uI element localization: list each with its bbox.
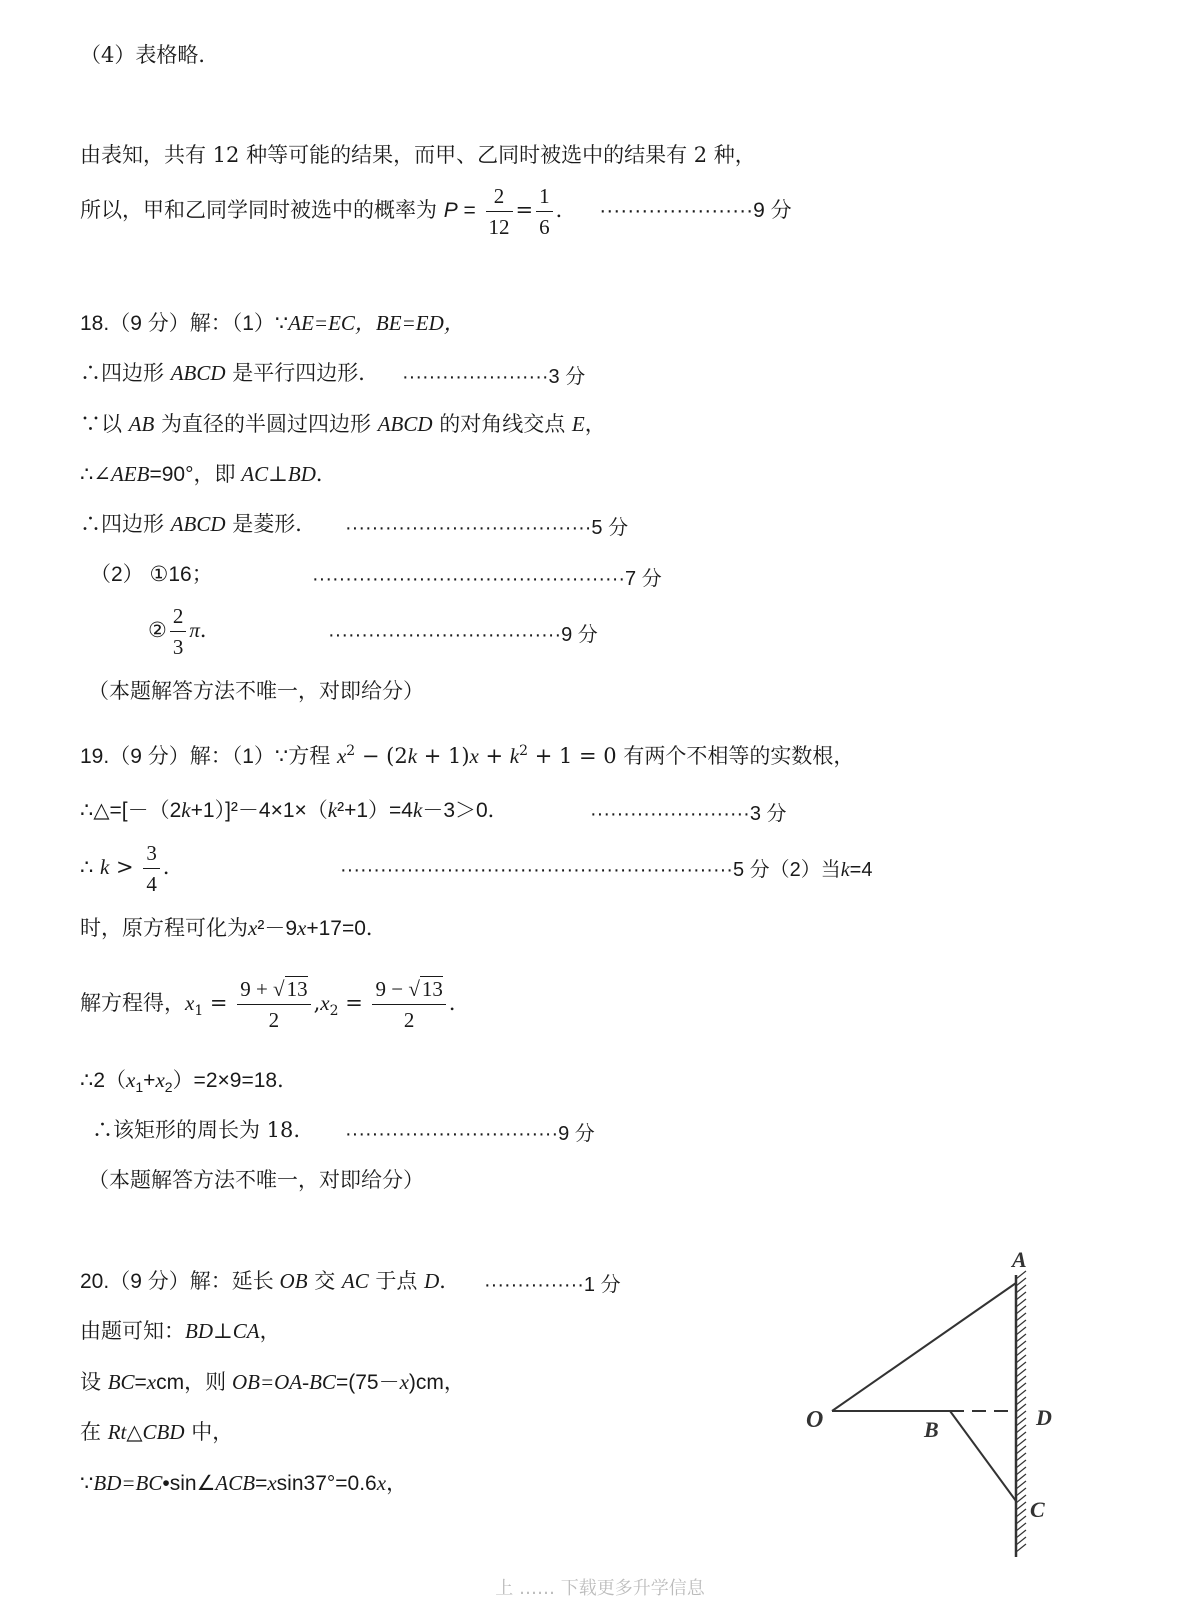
line-probability	[80, 181, 792, 242]
circled-2: ②	[148, 618, 167, 642]
score-9: ···································9 分	[328, 624, 598, 646]
math-ob: OB	[279, 1269, 308, 1293]
hatch-mark	[1016, 1313, 1026, 1321]
hatch-mark	[1016, 1341, 1026, 1349]
hatch-mark	[1016, 1474, 1026, 1482]
frac-num: 2	[170, 601, 187, 632]
math-x: x	[126, 1068, 136, 1092]
q19-line7: ∴该矩形的周长为 18.	[92, 1118, 301, 1142]
score-1: ···············1 分	[484, 1274, 621, 1296]
text: =	[134, 1371, 147, 1394]
frac-num: 9 − √13	[372, 974, 445, 1005]
q19-label: 19.（9 分）解：（1）∵方程	[80, 745, 331, 768]
hatch-mark	[1016, 1432, 1026, 1440]
hatch-mark	[1016, 1516, 1026, 1524]
page-footer: 上 …… 下载更多升学信息	[495, 1578, 705, 1599]
text: 为直径的半圆过四边形	[154, 412, 378, 436]
hatch-mark	[1016, 1523, 1026, 1531]
exp: 2	[346, 743, 356, 759]
frac-den: 4	[146, 872, 157, 896]
math-k: k	[407, 744, 418, 768]
frac-num: 3	[143, 838, 160, 869]
subscript: 2	[164, 1079, 173, 1096]
hatch-mark	[1016, 1495, 1026, 1503]
frac-num: 2	[486, 181, 513, 212]
math-x: x	[185, 991, 195, 1015]
text: ．	[199, 618, 221, 642]
q20-line3	[80, 1367, 465, 1398]
math-k: k	[509, 744, 520, 768]
label-a: A	[1012, 1247, 1027, 1272]
text: =	[203, 991, 235, 1015]
hatch-mark	[1016, 1376, 1026, 1384]
text: ，	[259, 1319, 281, 1343]
radicand: 13	[421, 977, 443, 1001]
text: +	[478, 744, 510, 768]
text: 解方程得，	[80, 991, 185, 1015]
text: − (2	[355, 744, 408, 768]
line-table-omitted: （4）表格略．	[80, 43, 220, 67]
segment-oa	[832, 1283, 1016, 1411]
math-d: D	[424, 1269, 440, 1293]
text: +17=0．	[306, 917, 387, 940]
hatch-mark	[1016, 1502, 1026, 1510]
text: 有两个不相等的实数根，	[616, 744, 855, 768]
text: ．	[162, 855, 184, 879]
text: 是平行四边形．	[225, 361, 380, 385]
equation	[337, 744, 617, 768]
text: 设	[80, 1370, 108, 1394]
prob-text: 所以，甲和乙同学同时被选中的概率为	[80, 198, 437, 222]
q18-part2-1: （2） ①16；	[90, 563, 213, 586]
score-9: ································9 分	[345, 1123, 595, 1145]
q18-head	[80, 308, 465, 339]
text: sin37°=0.6	[276, 1472, 377, 1495]
text: + 1 = 0	[528, 744, 617, 768]
label-b: B	[924, 1417, 939, 1442]
text: △	[126, 1420, 143, 1444]
score-3: ························3 分	[590, 803, 787, 825]
math-abcd: ABCD	[170, 512, 226, 536]
math-k: k	[100, 855, 110, 879]
frac-den: 6	[539, 215, 550, 239]
fraction-root1	[237, 974, 310, 1035]
text: ．	[448, 991, 470, 1015]
text: 交	[307, 1269, 342, 1293]
q19-line3	[80, 838, 184, 899]
text: ∴△=[－（2	[80, 799, 182, 822]
math-k: k	[840, 859, 850, 881]
frac-den: 12	[488, 215, 510, 239]
hatch-mark	[1016, 1530, 1026, 1538]
text: －3＞0．	[422, 799, 509, 822]
q18-line5	[80, 509, 316, 539]
hatch-mark	[1016, 1369, 1026, 1377]
text: ···························································5 分（2）当	[340, 859, 841, 881]
label-o: O	[806, 1407, 824, 1433]
subscript: 1	[194, 1003, 204, 1020]
math-abcd: ABCD	[377, 412, 433, 436]
score-3: ······················3 分	[402, 366, 586, 388]
math-pi: π	[189, 618, 200, 642]
hatch-mark	[1016, 1278, 1026, 1286]
math-k: k	[181, 798, 191, 822]
math-x: x	[320, 991, 330, 1015]
q18-note: （本题解答方法不唯一，对即给分）	[88, 679, 424, 703]
score-9: ······················9 分	[599, 199, 792, 222]
text: =90°，即	[149, 463, 242, 486]
text: •sin∠	[162, 1472, 216, 1495]
frac-den: 2	[403, 1008, 415, 1032]
hatch-mark	[1016, 1439, 1026, 1447]
hatch-mark	[1016, 1271, 1026, 1279]
hatch-mark	[1016, 1453, 1026, 1461]
text: 9 +	[240, 977, 274, 1001]
score-5: ·····································5 分	[345, 517, 629, 539]
text: 由题可知：	[80, 1319, 185, 1343]
hatch-mark	[1016, 1362, 1026, 1370]
hatch-mark	[1016, 1306, 1026, 1314]
wall-hatching	[1016, 1271, 1026, 1557]
math-ac: AC	[341, 1269, 369, 1293]
math-x: x	[469, 744, 479, 768]
math-bd-ca: BD⊥CA	[185, 1319, 260, 1343]
math-x: x	[399, 1370, 409, 1394]
hatch-mark	[1016, 1383, 1026, 1391]
score-5-part2	[340, 853, 872, 882]
text: ∴四边形	[80, 512, 171, 536]
math-x: x	[267, 1471, 277, 1495]
text: ∴∠	[80, 462, 111, 486]
hatch-mark	[1016, 1509, 1026, 1517]
math-ob-oa-bc: OB=OA-BC	[231, 1370, 336, 1394]
math-x: x	[146, 1370, 157, 1394]
text: + 1)	[417, 744, 470, 768]
prob-symbol: P	[443, 199, 458, 222]
text: =4	[849, 859, 873, 881]
frac-den: 2	[268, 1008, 280, 1032]
prob-end: ．	[555, 198, 577, 222]
subscript: 1	[135, 1079, 144, 1096]
q20-line2	[80, 1316, 281, 1346]
line-results-count: 由表知，共有 12 种等可能的结果，而甲、乙同时被选中的结果有 2 种，	[80, 143, 756, 167]
label-d: D	[1036, 1405, 1052, 1430]
hatch-mark	[1016, 1285, 1026, 1293]
math-abcd: ABCD	[170, 361, 226, 385]
fraction-3-4	[143, 838, 160, 899]
segment-bc	[950, 1411, 1016, 1501]
prob-eq: =	[457, 199, 476, 222]
math-ab: AB	[128, 412, 155, 436]
text: ，	[386, 1471, 408, 1495]
math-acb: ACB	[215, 1471, 256, 1495]
text: ．	[315, 462, 337, 486]
q19-note: （本题解答方法不唯一，对即给分）	[88, 1168, 424, 1192]
hatch-mark	[1016, 1467, 1026, 1475]
q18-part2-2	[148, 601, 221, 662]
math-bc: BC	[107, 1370, 135, 1394]
text: ．	[439, 1269, 461, 1293]
fraction-root2	[372, 974, 445, 1035]
hatch-mark	[1016, 1544, 1026, 1552]
frac-den: 3	[172, 635, 184, 659]
hatch-mark	[1016, 1292, 1026, 1300]
math-x: x	[376, 1471, 387, 1495]
math-e: E	[571, 412, 585, 436]
text: =(75－	[335, 1371, 400, 1394]
hatch-mark	[1016, 1334, 1026, 1342]
q19-head	[80, 736, 854, 772]
hatch-mark	[1016, 1537, 1026, 1545]
hatch-mark	[1016, 1460, 1026, 1468]
q18-line3	[80, 409, 606, 439]
text: ）=2×9=18．	[172, 1069, 299, 1092]
text: ²+1）=4	[337, 799, 413, 822]
fraction-1-6	[536, 181, 553, 242]
q19-line6	[80, 1065, 298, 1102]
hatch-mark	[1016, 1488, 1026, 1496]
math-k: k	[327, 798, 338, 822]
text: ∵以	[80, 412, 129, 436]
math-cbd: CBD	[142, 1420, 185, 1444]
text: ²－9	[257, 917, 298, 940]
hatch-mark	[1016, 1390, 1026, 1398]
text: cm，则	[156, 1371, 232, 1394]
geometry-figure	[800, 1245, 1070, 1560]
subscript: 2	[329, 1003, 339, 1020]
text: ∴	[80, 855, 101, 879]
math-x: x	[336, 744, 347, 768]
hatch-mark	[1016, 1320, 1026, 1328]
text: +	[143, 1069, 156, 1092]
q20-line5	[80, 1468, 407, 1499]
q18-label: 18.（9 分）解：（1）∵	[80, 312, 289, 335]
hatch-mark	[1016, 1397, 1026, 1405]
text: 9 −	[375, 977, 409, 1001]
q19-line5	[80, 974, 470, 1035]
q20-head	[80, 1266, 460, 1297]
q20-label: 20.（9 分）解：延长	[80, 1270, 280, 1293]
text: +1）]²－4×1×（	[190, 799, 328, 822]
q18-given: AE=EC，BE=ED，	[288, 311, 465, 335]
hatch-mark	[1016, 1425, 1026, 1433]
hatch-mark	[1016, 1418, 1026, 1426]
math-aeb: AEB	[110, 462, 150, 486]
math-x: x	[297, 916, 307, 940]
text: ∴四边形	[80, 361, 171, 385]
math-rt: Rt	[107, 1420, 127, 1444]
math-bd-bc: BD=BC	[93, 1471, 163, 1495]
text: 时，原方程可化为	[80, 916, 248, 940]
text: ，	[584, 412, 606, 436]
text: 是菱形．	[225, 512, 317, 536]
hatch-mark	[1016, 1404, 1026, 1412]
hatch-mark	[1016, 1327, 1026, 1335]
math-ac-bd: AC⊥BD	[241, 462, 316, 486]
fraction-2-3	[170, 601, 187, 662]
hatch-mark	[1016, 1348, 1026, 1356]
text: =	[338, 991, 370, 1015]
exp: 2	[519, 743, 529, 759]
q18-line4	[80, 459, 337, 490]
text: 的对角线交点	[432, 412, 572, 436]
frac-num: 1	[536, 181, 553, 212]
text: 于点	[368, 1269, 425, 1293]
prob-eq2: =	[515, 198, 534, 222]
text: ∵	[80, 1471, 94, 1495]
q20-line4	[80, 1417, 233, 1447]
text: 中，	[184, 1420, 234, 1444]
math-x: x	[155, 1068, 165, 1092]
q18-line2	[80, 358, 379, 388]
frac-num: 9 + √13	[237, 974, 310, 1005]
text: 在	[80, 1420, 108, 1444]
text: )cm，	[408, 1371, 465, 1394]
text: =	[255, 1472, 268, 1495]
hatch-mark	[1016, 1299, 1026, 1307]
math-k: k	[413, 798, 423, 822]
label-c: C	[1030, 1497, 1045, 1522]
fraction-2-12	[486, 181, 513, 242]
hatch-mark	[1016, 1481, 1026, 1489]
hatch-mark	[1016, 1355, 1026, 1363]
q19-line2	[80, 795, 509, 826]
math-x: x	[248, 916, 258, 940]
text: ,	[313, 991, 321, 1015]
hatch-mark	[1016, 1411, 1026, 1419]
text: ∴2（	[80, 1069, 127, 1092]
score-7: ···············································7 分	[312, 568, 662, 590]
q19-line4	[80, 913, 387, 944]
text: >	[109, 855, 141, 879]
radicand: 13	[286, 977, 308, 1001]
hatch-mark	[1016, 1446, 1026, 1454]
